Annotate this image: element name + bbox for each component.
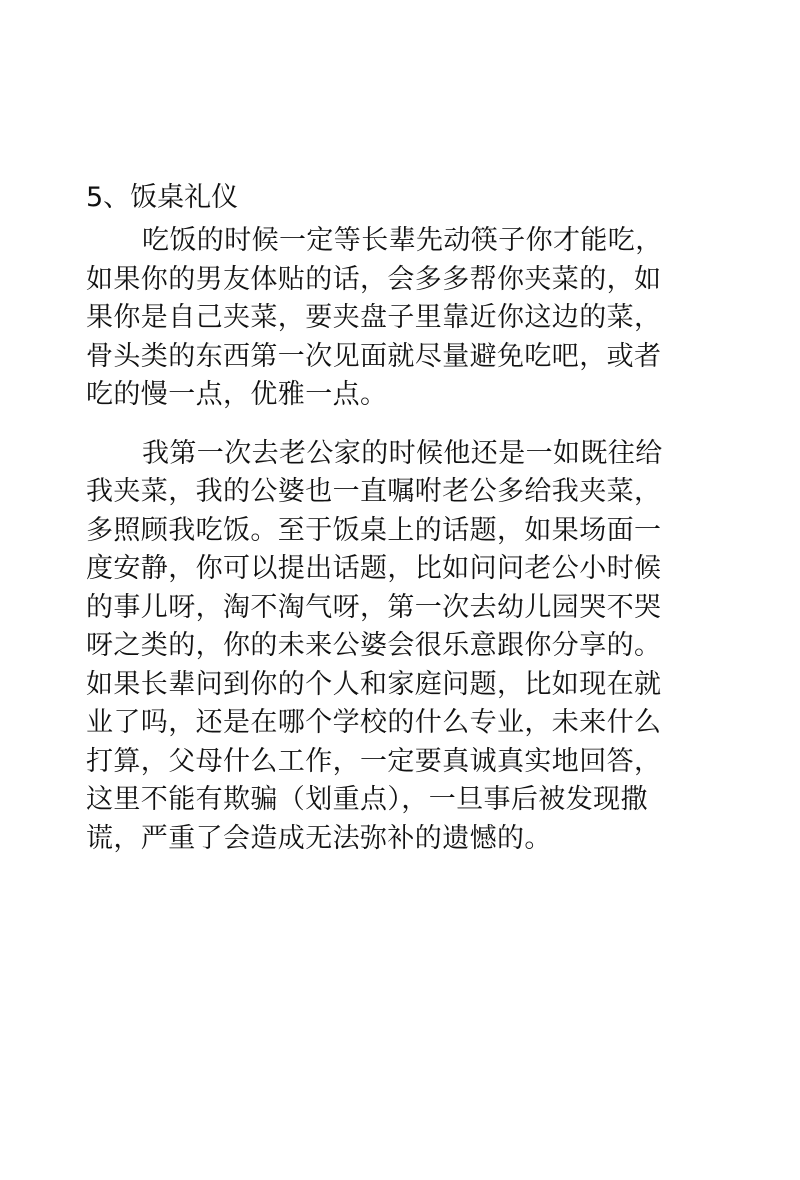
article-body bbox=[86, 176, 686, 858]
section-heading: 5、饭桌礼仪 bbox=[86, 182, 239, 213]
text-line: 如果长辈问到你的个人和家庭问题，比如现在就 bbox=[86, 668, 662, 700]
text-line: 吃饭的时候一定等长辈先动筷子你才能吃， bbox=[142, 225, 663, 256]
text-line: 骨头类的东西第一次见面就尽量避免吃吧，或者 bbox=[86, 340, 662, 372]
text-line: 谎，严重了会造成无法弥补的遗憾的。 bbox=[86, 822, 552, 854]
text-line: 度安静，你可以提出话题，比如问问老公小时候 bbox=[86, 553, 662, 584]
text-line: 我第一次去老公家的时候他还是一如既往给 bbox=[142, 437, 663, 469]
text-line: 呀之类的，你的未来公婆会很乐意跟你分享的。 bbox=[86, 630, 662, 661]
text-line: 吃的慢一点，优雅一点。 bbox=[86, 379, 388, 410]
text-line: 业了吗，还是在哪个学校的什么专业，未来什么 bbox=[86, 707, 662, 738]
paragraph-personal-story bbox=[86, 435, 686, 859]
text-line: 果你是自己夹菜，要夹盘子里靠近你这边的菜， bbox=[86, 302, 662, 333]
text-line: 打算，父母什么工作，一定要真诚真实地回答， bbox=[86, 745, 662, 777]
paragraph-dining-etiquette bbox=[86, 222, 686, 415]
text-line: 的事儿呀，淘不淘气呀，第一次去幼儿园哭不哭 bbox=[86, 591, 662, 623]
text-line: 如果你的男友体贴的话，会多多帮你夹菜的，如 bbox=[86, 263, 662, 295]
text-line: 我夹菜，我的公婆也一直嘱咐老公多给我夹菜， bbox=[86, 476, 662, 507]
text-line: 多照顾我吃饭。至于饭桌上的话题，如果场面一 bbox=[86, 514, 662, 546]
text-line: 这里不能有欺骗（划重点），一旦事后被发现撒 bbox=[86, 784, 648, 815]
